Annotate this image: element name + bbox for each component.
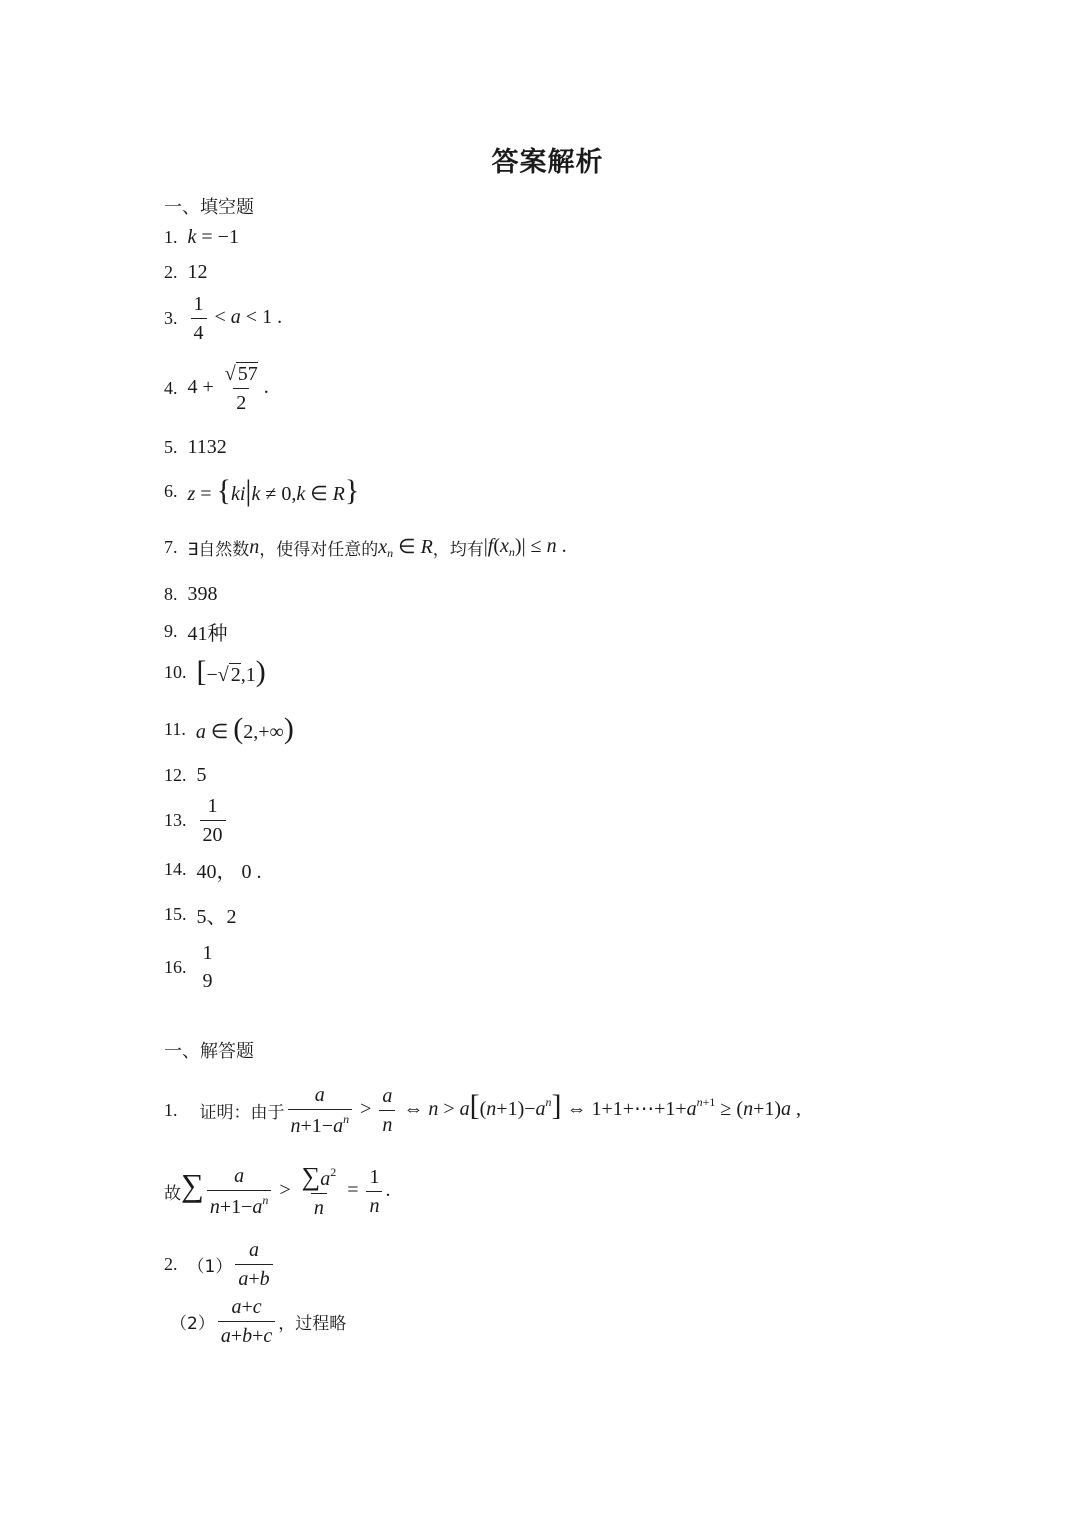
answer-9 (164, 617, 228, 646)
formula: ∑ $\frac{a}{n+1-a^n}$ > $\frac{\sum a^2}{n}$ = $\frac{1}{n}$ . (181, 1162, 391, 1219)
formula: a ∈ (2,+∞) (195, 712, 294, 745)
item-number: 14. (164, 859, 187, 879)
answer-16 (164, 942, 219, 992)
formula: $\frac{a}{n+1-a^n}$ > $\frac{a}{n}$ ⇔ $n > a[(n+1)-a^n]$ ⇔ $1+1+\cdots+1+a^{n+1} \ge (n+1)a$ , (285, 1084, 802, 1137)
answer-text: 12 (187, 261, 208, 283)
solution-2-part-2 (170, 1296, 346, 1347)
answer-7 (164, 534, 567, 561)
formula: n (249, 536, 260, 558)
solution-label: 故 (164, 1184, 181, 1204)
formula: 4 + $\frac{√ 57}{2}$ . (187, 363, 269, 414)
answer-10 (164, 657, 266, 687)
answer-1 (164, 226, 239, 249)
answer-text: ，使得对任意的 (259, 540, 379, 560)
item-number: 10. (164, 661, 187, 682)
item-number: 6. (164, 480, 178, 501)
answer-12 (164, 764, 207, 787)
formula: [−√ 2,1) (196, 655, 266, 688)
item-number: 2. (164, 1254, 178, 1274)
formula: $x_n$ ∈ R (378, 536, 433, 560)
answer-4 (164, 363, 269, 414)
item-number: 15. (164, 904, 187, 924)
answer-14 (164, 855, 262, 884)
process-omitted-note: ，过程略 (278, 1314, 347, 1334)
answer-text: 5 (196, 764, 207, 786)
answer-6 (164, 476, 359, 506)
item-number: 12. (164, 765, 187, 785)
page-title: 答案解析 (491, 147, 604, 178)
answer-8 (164, 583, 218, 606)
item-number: 16. (164, 956, 187, 977)
item-number: 2. (164, 262, 178, 282)
answer-11 (164, 714, 294, 744)
item-number: 7. (164, 537, 178, 557)
formula: 1 9 (202, 942, 213, 992)
answer-5 (164, 436, 227, 459)
section-fill-in-blank: 一、填空题 (164, 197, 254, 218)
item-number: 4. (164, 378, 178, 398)
answer-13 (164, 795, 229, 846)
item-number: 3. (164, 308, 178, 328)
formula: z = {ki|k ≠ 0,k ∈ R} (187, 474, 360, 507)
formula: $|f(x_n)| \le n$ . (483, 535, 567, 559)
item-number: 1. (164, 227, 178, 247)
item-number: 5. (164, 437, 178, 457)
formula: $\frac{a+c}{a+b+c}$ (215, 1296, 278, 1347)
formula: $\frac{1}{4}$ < a < 1 . (188, 293, 283, 344)
solution-1-line-1 (164, 1084, 801, 1137)
solution-2-part-1 (164, 1239, 276, 1290)
item-number: 9. (164, 621, 178, 641)
answer-text: 398 (187, 583, 218, 605)
formula: $\frac{1}{20}$ (197, 795, 229, 846)
section-solutions: 一、解答题 (164, 1041, 254, 1062)
part-label: （2） (170, 1314, 215, 1334)
answer-text: 40， 0 . (196, 861, 262, 883)
answer-text: 5、2 (196, 906, 237, 928)
part-label: （1） (187, 1257, 233, 1277)
formula: $\frac{a}{a+b}$ (232, 1239, 275, 1290)
formula: k = −1 (187, 226, 239, 248)
answer-text: 41种 (187, 623, 228, 645)
answer-2 (164, 261, 208, 284)
item-number: 11. (164, 718, 186, 739)
answer-text: 1132 (187, 436, 227, 458)
item-number: 8. (164, 584, 178, 604)
solution-label: 证明：由于 (199, 1103, 285, 1123)
solution-1-line-2 (164, 1164, 390, 1219)
answer-15 (164, 900, 237, 929)
item-number: 1. (164, 1100, 178, 1120)
answer-3 (164, 293, 282, 344)
item-number: 13. (164, 810, 187, 830)
answer-text: ∃自然数 (187, 540, 250, 560)
answer-text: ，均有 (432, 540, 484, 560)
